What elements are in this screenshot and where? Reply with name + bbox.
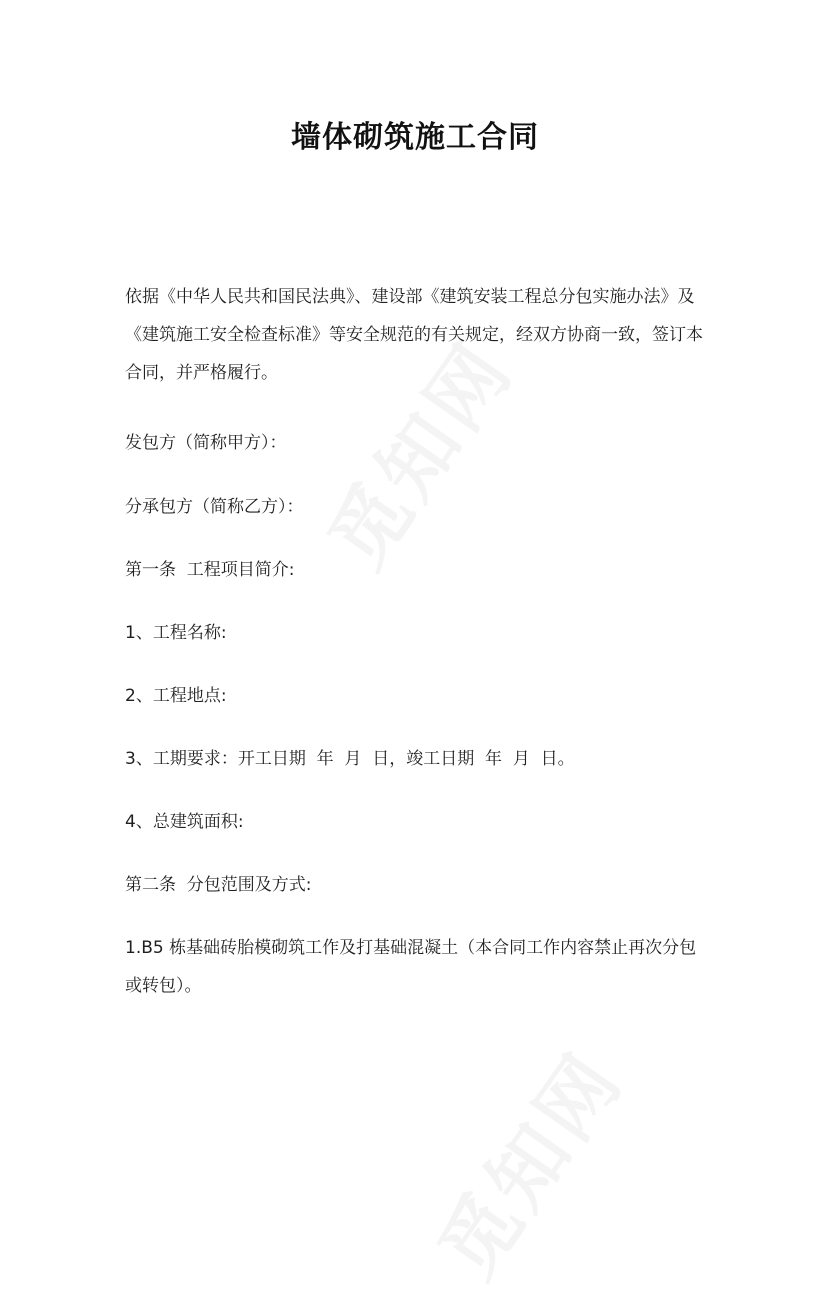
paragraph-schedule: 3、工期要求：开工日期 年 月 日，竣工日期 年 月 日。 xyxy=(125,749,575,769)
heading-article-2: 第二条 分包范围及方式: xyxy=(125,875,312,895)
paragraph-party-a: 发包方（简称甲方）： xyxy=(125,433,287,453)
document-title: 墙体砌筑施工合同 xyxy=(291,120,539,155)
watermark-lower xyxy=(408,1026,644,1296)
paragraph-project-location: 2、工程地点: xyxy=(125,686,227,706)
paragraph-party-b: 分承包方（简称乙方）： xyxy=(125,497,304,517)
paragraph-scope: 1.B5 栋基础砖胎模砌筑工作及打基础混凝土（本合同工作内容禁止再次分包或转包）。 xyxy=(125,938,697,996)
heading-article-1: 第一条 工程项目简介: xyxy=(125,560,295,580)
paragraph-project-name: 1、工程名称: xyxy=(125,623,227,643)
paragraph-preamble: 依据《中华人民共和国民法典》、建设部《建筑安装工程总分包实施办法》及《建筑施工安全检查标准》等安全规范的有关规定，经双方协商一致，签订本合同，并严格履行。 xyxy=(125,287,703,383)
paragraph-area: 4、总建筑面积: xyxy=(125,812,244,832)
